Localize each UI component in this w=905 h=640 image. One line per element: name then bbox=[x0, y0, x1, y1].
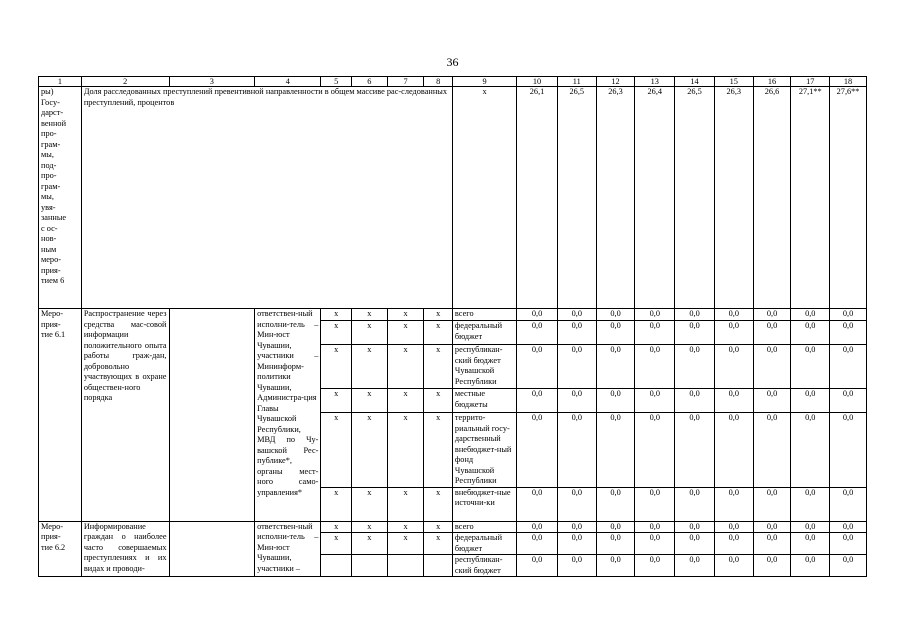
code-mark: x bbox=[321, 321, 352, 345]
column-number: 7 bbox=[387, 77, 424, 87]
funding-value: 0,0 bbox=[557, 321, 596, 345]
funding-value: 0,0 bbox=[557, 389, 596, 413]
column-number: 11 bbox=[557, 77, 596, 87]
program-table bbox=[38, 76, 867, 577]
code-mark: x bbox=[387, 521, 424, 533]
indicator-value: 26,4 bbox=[635, 87, 675, 309]
code-mark bbox=[387, 555, 424, 577]
funding-value: 0,0 bbox=[830, 389, 867, 413]
code-mark: x bbox=[321, 521, 352, 533]
funding-value: 0,0 bbox=[753, 555, 791, 577]
indicator-value: 27,1** bbox=[791, 87, 830, 309]
funding-value: 0,0 bbox=[675, 413, 715, 488]
code-mark: x bbox=[351, 413, 387, 488]
funding-value: 0,0 bbox=[830, 533, 867, 555]
column-number: 10 bbox=[517, 77, 558, 87]
funding-value: 0,0 bbox=[791, 309, 830, 321]
funding-value: 0,0 bbox=[714, 389, 753, 413]
funding-value: 0,0 bbox=[830, 487, 867, 521]
column-number: 3 bbox=[169, 77, 255, 87]
funding-value: 0,0 bbox=[791, 521, 830, 533]
indicator-value: 27,6** bbox=[830, 87, 867, 309]
indicator-group-label: ры) Госу- дарст- венной про- грам- мы, под- про- грам- мы, увя- занные с ос- нов- ным меро- прия- тием 6 bbox=[39, 87, 82, 309]
funding-value: 0,0 bbox=[517, 345, 558, 389]
funding-value: 0,0 bbox=[753, 521, 791, 533]
funding-value: 0,0 bbox=[557, 555, 596, 577]
funding-value: 0,0 bbox=[830, 345, 867, 389]
funding-value: 0,0 bbox=[675, 345, 715, 389]
code-mark: x bbox=[387, 389, 424, 413]
funding-value: 0,0 bbox=[675, 521, 715, 533]
column-number: 12 bbox=[596, 77, 635, 87]
indicator-value: 26,5 bbox=[675, 87, 715, 309]
column-number: 6 bbox=[351, 77, 387, 87]
code-mark: x bbox=[321, 413, 352, 488]
funding-value: 0,0 bbox=[830, 521, 867, 533]
code-mark bbox=[424, 555, 453, 577]
indicator-description: Доля расследованных преступлений превентивной направленности в общем массиве рас-следованных преступлений, процентов bbox=[81, 87, 452, 309]
code-mark: x bbox=[321, 309, 352, 321]
funding-value: 0,0 bbox=[635, 555, 675, 577]
code-mark: x bbox=[351, 321, 387, 345]
funding-value: 0,0 bbox=[791, 345, 830, 389]
code-mark: x bbox=[424, 321, 453, 345]
funding-value: 0,0 bbox=[517, 555, 558, 577]
code-mark: x bbox=[321, 487, 352, 521]
funding-value: 0,0 bbox=[714, 321, 753, 345]
code-mark: x bbox=[424, 309, 453, 321]
funding-source: местные бюджеты bbox=[452, 389, 516, 413]
funding-value: 0,0 bbox=[596, 487, 635, 521]
funding-value: 0,0 bbox=[596, 309, 635, 321]
code-mark: x bbox=[387, 309, 424, 321]
funding-value: 0,0 bbox=[517, 389, 558, 413]
funding-value: 0,0 bbox=[714, 345, 753, 389]
funding-value: 0,0 bbox=[830, 309, 867, 321]
indicator-value: 26,6 bbox=[753, 87, 791, 309]
page-number: 36 bbox=[446, 55, 459, 69]
indicator-value: 26,1 bbox=[517, 87, 558, 309]
funding-value: 0,0 bbox=[517, 487, 558, 521]
funding-value: 0,0 bbox=[753, 533, 791, 555]
header-row bbox=[39, 77, 867, 87]
code-mark: x bbox=[351, 533, 387, 555]
column-number: 18 bbox=[830, 77, 867, 87]
column-number: 14 bbox=[675, 77, 715, 87]
code-mark: x bbox=[424, 487, 453, 521]
funding-value: 0,0 bbox=[714, 521, 753, 533]
funding-value: 0,0 bbox=[635, 345, 675, 389]
funding-row bbox=[39, 309, 867, 321]
funding-source: террито-риальный госу-дарственный внебюджет-ный фонд Чувашской Республики bbox=[452, 413, 516, 488]
funding-value: 0,0 bbox=[517, 521, 558, 533]
code-mark: x bbox=[424, 413, 453, 488]
funding-value: 0,0 bbox=[517, 413, 558, 488]
funding-value: 0,0 bbox=[830, 321, 867, 345]
indicator-value: 26,3 bbox=[714, 87, 753, 309]
code-mark: x bbox=[424, 345, 453, 389]
code-mark: x bbox=[351, 521, 387, 533]
funding-value: 0,0 bbox=[557, 345, 596, 389]
code-mark: x bbox=[424, 389, 453, 413]
funding-value: 0,0 bbox=[753, 487, 791, 521]
funding-value: 0,0 bbox=[675, 389, 715, 413]
funding-value: 0,0 bbox=[791, 321, 830, 345]
funding-value: 0,0 bbox=[791, 533, 830, 555]
funding-value: 0,0 bbox=[635, 321, 675, 345]
funding-value: 0,0 bbox=[675, 533, 715, 555]
funding-value: 0,0 bbox=[753, 309, 791, 321]
indicator-row bbox=[39, 87, 867, 309]
code-mark: x bbox=[424, 521, 453, 533]
funding-source: республикан-ский бюджет bbox=[452, 555, 516, 577]
indicator-value: 26,3 bbox=[596, 87, 635, 309]
funding-source: республикан-ский бюджет Чувашской Республики bbox=[452, 345, 516, 389]
funding-value: 0,0 bbox=[675, 309, 715, 321]
funding-value: 0,0 bbox=[596, 345, 635, 389]
funding-value: 0,0 bbox=[714, 555, 753, 577]
responsible-executors: ответствен-ный исполни-тель – Мин-юст Чувашии, участники – Мининформ-политики Чувашии, Администра-ция Главы Чувашской Республики, МВД по Чу-вашской Рес-публике*, органы мест-ного само-управления* bbox=[255, 309, 321, 522]
funding-value: 0,0 bbox=[753, 413, 791, 488]
code-mark: x bbox=[351, 345, 387, 389]
funding-value: 0,0 bbox=[635, 309, 675, 321]
funding-value: 0,0 bbox=[635, 487, 675, 521]
code-mark: x bbox=[351, 389, 387, 413]
funding-value: 0,0 bbox=[714, 487, 753, 521]
code-mark: x bbox=[351, 309, 387, 321]
code-mark: x bbox=[387, 345, 424, 389]
column-number: 16 bbox=[753, 77, 791, 87]
code-mark: x bbox=[387, 413, 424, 488]
funding-row bbox=[39, 521, 867, 533]
funding-value: 0,0 bbox=[517, 533, 558, 555]
measure-label: Меро- прия- тие 6.1 bbox=[39, 309, 82, 522]
funding-value: 0,0 bbox=[714, 533, 753, 555]
measure-description: Информирование граждан о наиболее часто совершаемых преступлениях и их видах и проводи- bbox=[81, 521, 169, 577]
column-number: 8 bbox=[424, 77, 453, 87]
measure-label: Меро- прия- тие 6.2 bbox=[39, 521, 82, 577]
funding-value: 0,0 bbox=[635, 389, 675, 413]
funding-value: 0,0 bbox=[714, 309, 753, 321]
funding-value: 0,0 bbox=[635, 413, 675, 488]
funding-value: 0,0 bbox=[557, 533, 596, 555]
code-mark: x bbox=[321, 389, 352, 413]
funding-value: 0,0 bbox=[714, 413, 753, 488]
funding-source: федеральный бюджет bbox=[452, 321, 516, 345]
code-mark: x bbox=[351, 487, 387, 521]
code-mark: x bbox=[424, 533, 453, 555]
column-number: 4 bbox=[255, 77, 321, 87]
funding-value: 0,0 bbox=[596, 555, 635, 577]
funding-value: 0,0 bbox=[557, 521, 596, 533]
funding-value: 0,0 bbox=[753, 389, 791, 413]
funding-source: всего bbox=[452, 309, 516, 321]
empty-cell bbox=[169, 309, 255, 522]
funding-value: 0,0 bbox=[753, 345, 791, 389]
column-number: 1 bbox=[39, 77, 82, 87]
funding-source: внебюджет-ные источни-ки bbox=[452, 487, 516, 521]
code-mark bbox=[351, 555, 387, 577]
column-number: 17 bbox=[791, 77, 830, 87]
funding-value: 0,0 bbox=[675, 487, 715, 521]
column-number: 13 bbox=[635, 77, 675, 87]
column-number: 5 bbox=[321, 77, 352, 87]
code-mark: x bbox=[321, 345, 352, 389]
code-mark: x bbox=[387, 487, 424, 521]
code-mark bbox=[321, 555, 352, 577]
funding-value: 0,0 bbox=[557, 309, 596, 321]
funding-source: федеральный бюджет bbox=[452, 533, 516, 555]
funding-value: 0,0 bbox=[596, 389, 635, 413]
funding-value: 0,0 bbox=[675, 321, 715, 345]
column-number: 15 bbox=[714, 77, 753, 87]
funding-value: 0,0 bbox=[635, 521, 675, 533]
column-number: 2 bbox=[81, 77, 169, 87]
funding-value: 0,0 bbox=[517, 309, 558, 321]
indicator-source: x bbox=[452, 87, 516, 309]
funding-value: 0,0 bbox=[675, 555, 715, 577]
funding-value: 0,0 bbox=[596, 533, 635, 555]
funding-value: 0,0 bbox=[830, 555, 867, 577]
funding-value: 0,0 bbox=[596, 321, 635, 345]
funding-value: 0,0 bbox=[557, 413, 596, 488]
code-mark: x bbox=[321, 533, 352, 555]
code-mark: x bbox=[387, 533, 424, 555]
measure-description: Распространение через средства мас-совой информации положительного опыта работы граж-дан, добровольно участвующих в охране обществен-ного порядка bbox=[81, 309, 169, 522]
indicator-value: 26,5 bbox=[557, 87, 596, 309]
funding-value: 0,0 bbox=[791, 413, 830, 488]
funding-source: всего bbox=[452, 521, 516, 533]
funding-value: 0,0 bbox=[635, 533, 675, 555]
empty-cell bbox=[169, 521, 255, 577]
funding-value: 0,0 bbox=[557, 487, 596, 521]
funding-value: 0,0 bbox=[791, 487, 830, 521]
code-mark: x bbox=[387, 321, 424, 345]
funding-value: 0,0 bbox=[517, 321, 558, 345]
funding-value: 0,0 bbox=[830, 413, 867, 488]
column-number: 9 bbox=[452, 77, 516, 87]
responsible-executors: ответствен-ный исполни-тель – Мин-юст Чувашии, участники – bbox=[255, 521, 321, 577]
funding-value: 0,0 bbox=[596, 413, 635, 488]
funding-value: 0,0 bbox=[753, 321, 791, 345]
funding-value: 0,0 bbox=[791, 389, 830, 413]
funding-value: 0,0 bbox=[596, 521, 635, 533]
funding-value: 0,0 bbox=[791, 555, 830, 577]
